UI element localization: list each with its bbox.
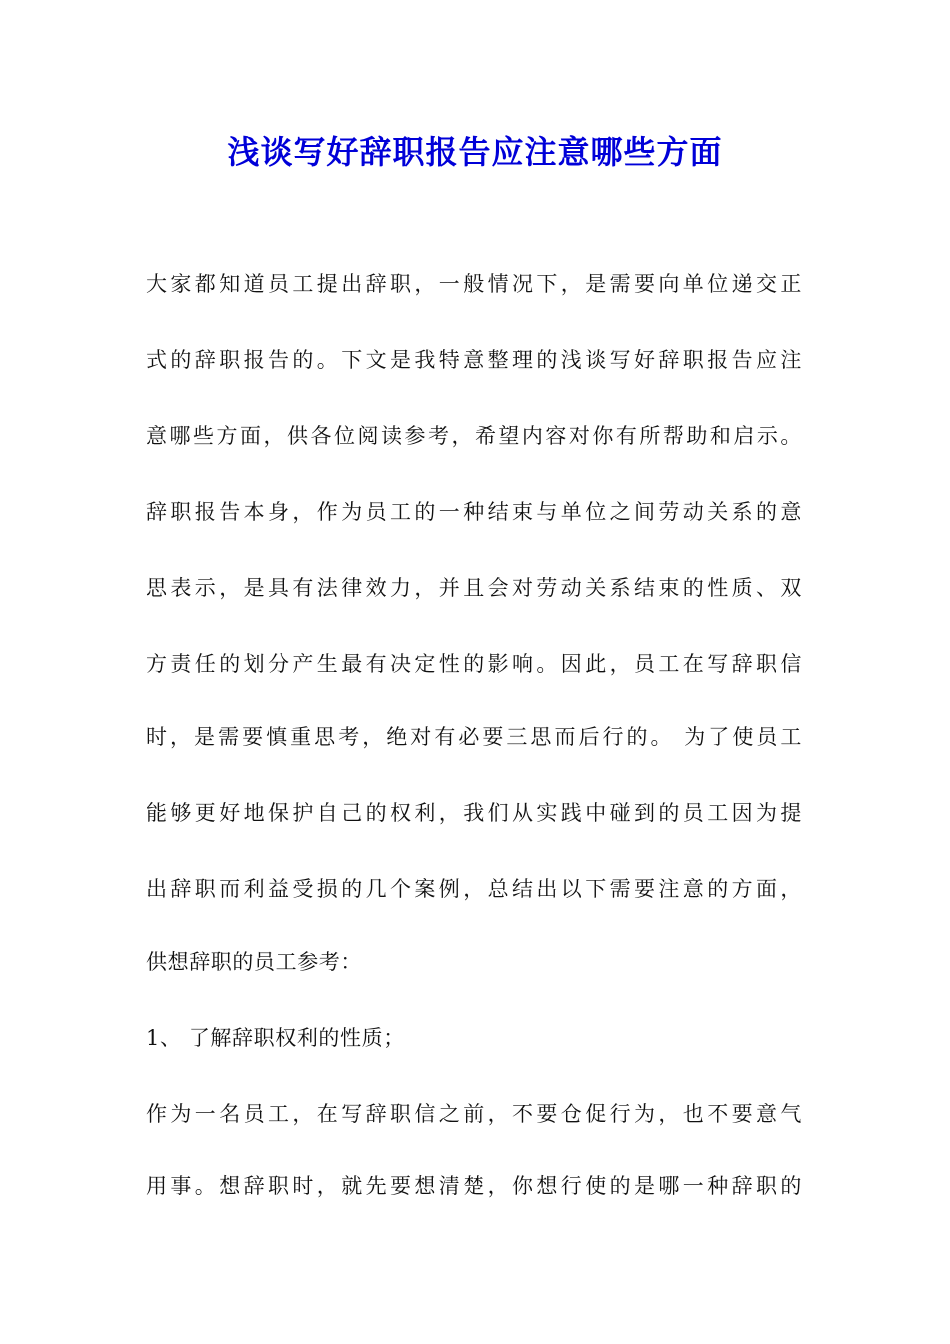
body-line-10: 供想辞职的员工参考： [146, 950, 362, 974]
body-line-1: 大家都知道员工提出辞职，一般情况下，是需要向单位递交正 [146, 272, 802, 296]
body-line-9: 出辞职而利益受损的几个案例，总结出以下需要注意的方面， [146, 877, 802, 901]
body-line-5: 思表示，是具有法律效力，并且会对劳动关系结束的性质、双 [146, 576, 802, 600]
body-line-11: 作为一名员工，在写辞职信之前，不要仓促行为，也不要意气 [146, 1102, 802, 1126]
body-line-2: 式的辞职报告的。下文是我特意整理的浅谈写好辞职报告应注 [146, 348, 802, 372]
body-line-12: 用事。想辞职时，就先要想清楚，你想行使的是哪一种辞职的 [146, 1174, 802, 1198]
body-line-8: 能够更好地保护自己的权利，我们从实践中碰到的员工因为提 [146, 801, 802, 825]
body-line-7: 时，是需要慎重思考，绝对有必要三思而后行的。 为了使员工 [146, 725, 802, 749]
body-line-4: 辞职报告本身，作为员工的一种结束与单位之间劳动关系的意 [146, 500, 802, 524]
body-line-3: 意哪些方面，供各位阅读参考，希望内容对你有所帮助和启示。 [146, 424, 802, 448]
document-title: 浅谈写好辞职报告应注意哪些方面 [227, 133, 723, 171]
numbered-heading-1: 1、 了解辞职权利的性质； [146, 1026, 405, 1050]
body-line-6: 方责任的划分产生最有决定性的影响。因此，员工在写辞职信 [146, 652, 802, 676]
